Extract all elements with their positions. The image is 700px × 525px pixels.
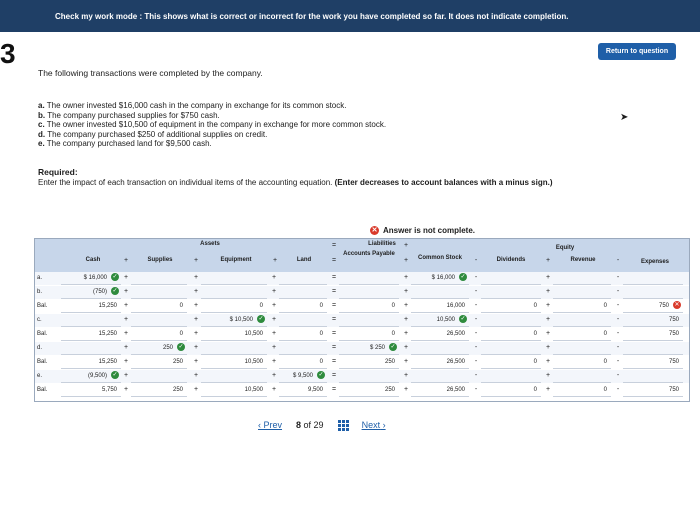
table-row <box>35 300 689 313</box>
op-minus: - <box>474 372 478 379</box>
equipment-cell: 10,500 <box>201 328 267 341</box>
revenue-cell[interactable] <box>553 272 611 285</box>
row-label: a. <box>37 275 43 281</box>
dividends-cell[interactable] <box>481 314 541 327</box>
cash-cell[interactable]: (750) ✓ <box>61 286 121 299</box>
pagination <box>258 420 386 430</box>
chevron-left-icon: ‹ <box>258 420 264 430</box>
expenses-cell[interactable] <box>623 342 683 355</box>
row-label: Bal. <box>37 331 48 337</box>
check-mode-notice: Check my work mode : This shows what is correct or incorrect for the work you have completed so far. It does not indicate completion. <box>55 12 569 21</box>
equipment-cell[interactable] <box>201 342 267 355</box>
accounts-payable-cell: 0 <box>339 328 399 341</box>
op-minus: - <box>616 330 620 337</box>
check-icon: ✓ <box>390 344 396 350</box>
op-plus: + <box>271 372 277 379</box>
land-cell[interactable] <box>279 314 327 327</box>
land-cell[interactable] <box>279 342 327 355</box>
op-minus: - <box>616 302 620 309</box>
op-plus: + <box>193 330 199 337</box>
check-icon: ✓ <box>112 274 118 280</box>
supplies-cell[interactable] <box>131 314 187 327</box>
supplies-cell[interactable] <box>131 272 187 285</box>
next-link[interactable]: Next › <box>361 420 386 430</box>
cash-cell: 15,250 <box>61 300 121 313</box>
land-cell: 0 <box>279 356 327 369</box>
check-icon: ✓ <box>460 274 466 280</box>
op-plus: + <box>545 274 551 281</box>
land-cell: 0 <box>279 300 327 313</box>
group-equity: Equity <box>555 245 575 251</box>
op-plus: + <box>193 358 199 365</box>
answer-status: ✕ Answer is not complete. <box>371 226 476 235</box>
op-plus: + <box>545 288 551 295</box>
accounts-payable-cell[interactable] <box>339 370 399 383</box>
col-revenue: Revenue <box>570 257 596 263</box>
op-minus: - <box>616 274 620 281</box>
op-minus: - <box>474 386 478 393</box>
dividends-cell[interactable] <box>481 370 541 383</box>
op-plus: + <box>193 302 199 309</box>
op-plus: + <box>403 330 409 337</box>
cash-cell[interactable]: $ 16,000 ✓ <box>61 272 121 285</box>
table-row <box>35 370 689 383</box>
equipment-cell: 10,500 <box>201 356 267 369</box>
op-plus: + <box>545 372 551 379</box>
row-label: d. <box>37 345 43 351</box>
expenses-cell: 750 <box>623 328 683 341</box>
equipment-cell: 0 <box>201 300 267 313</box>
op-minus: - <box>474 316 478 323</box>
row-label: c. <box>37 317 42 323</box>
op-plus: + <box>271 386 277 393</box>
revenue-cell: 0 <box>553 300 611 313</box>
op-equals: = <box>331 242 337 249</box>
common-stock-cell: 26,500 <box>411 384 469 397</box>
common-stock-cell: 26,500 <box>411 356 469 369</box>
dividends-cell: 0 <box>481 328 541 341</box>
op-plus: + <box>123 302 129 309</box>
check-icon: ✓ <box>112 372 118 378</box>
op-plus: + <box>123 257 129 264</box>
op-plus: + <box>123 316 129 323</box>
op-plus: + <box>193 274 199 281</box>
equipment-cell[interactable]: $ 10,500 ✓ <box>201 314 267 327</box>
col-common-stock: Common Stock <box>417 255 462 261</box>
cash-cell[interactable] <box>61 342 121 355</box>
op-plus: + <box>193 288 199 295</box>
revenue-cell[interactable] <box>553 314 611 327</box>
mouse-cursor-icon: ➤ <box>620 112 629 123</box>
supplies-cell: 250 <box>131 384 187 397</box>
land-cell: 9,500 <box>279 384 327 397</box>
required-text: Enter the impact of each transaction on individual items of the accounting equation. (Enter decreases to account balances with a minus sign.) <box>38 178 553 187</box>
common-stock-cell[interactable] <box>411 370 469 383</box>
op-plus: + <box>123 344 129 351</box>
land-cell[interactable] <box>279 272 327 285</box>
cash-cell: 5,750 <box>61 384 121 397</box>
col-land: Land <box>296 257 312 263</box>
table-row <box>35 272 689 285</box>
transactions-list <box>38 101 386 149</box>
op-plus: + <box>403 316 409 323</box>
op-equals: = <box>331 358 337 365</box>
expenses-cell[interactable]: 750 <box>623 314 683 327</box>
op-plus: + <box>271 274 277 281</box>
row-label: Bal. <box>37 387 48 393</box>
check-icon: ✓ <box>178 344 184 350</box>
expenses-cell: 750 <box>623 356 683 369</box>
cash-cell: 15,250 <box>61 328 121 341</box>
revenue-cell: 0 <box>553 356 611 369</box>
accounts-payable-cell: 250 <box>339 384 399 397</box>
op-plus: + <box>545 344 551 351</box>
supplies-cell: 250 <box>131 356 187 369</box>
table-row <box>35 384 689 397</box>
op-minus: - <box>616 288 620 295</box>
page-indicator: 8 of 29 <box>296 420 324 430</box>
op-plus: + <box>403 302 409 309</box>
op-plus: + <box>271 316 277 323</box>
cash-cell[interactable]: (9,500) ✓ <box>61 370 121 383</box>
op-plus: + <box>193 372 199 379</box>
accounts-payable-cell: 0 <box>339 300 399 313</box>
op-equals: = <box>331 257 337 264</box>
equipment-cell: 10,500 <box>201 384 267 397</box>
table-row <box>35 314 689 327</box>
check-icon: ✓ <box>258 316 264 322</box>
op-minus: - <box>616 358 620 365</box>
op-equals: = <box>331 288 337 295</box>
op-equals: = <box>331 330 337 337</box>
op-plus: + <box>403 257 409 264</box>
op-plus: + <box>403 344 409 351</box>
dividends-cell[interactable] <box>481 272 541 285</box>
equipment-cell[interactable] <box>201 272 267 285</box>
revenue-cell[interactable] <box>553 370 611 383</box>
supplies-cell[interactable] <box>131 370 187 383</box>
dividends-cell[interactable] <box>481 342 541 355</box>
supplies-cell[interactable] <box>131 286 187 299</box>
chevron-right-icon: › <box>380 420 386 430</box>
intro-text: The following transactions were completed by the company. <box>38 68 263 78</box>
op-minus: - <box>616 316 620 323</box>
op-equals: = <box>331 274 337 281</box>
op-plus: + <box>545 302 551 309</box>
op-plus: + <box>545 330 551 337</box>
transaction-a: a. The owner invested $16,000 cash in the company in exchange for its common stock. <box>38 101 347 110</box>
op-plus: + <box>403 288 409 295</box>
op-minus: - <box>474 257 478 264</box>
land-cell[interactable] <box>279 286 327 299</box>
op-equals: = <box>331 386 337 393</box>
incorrect-icon: ✕ <box>371 227 378 234</box>
op-plus: + <box>403 242 409 249</box>
check-icon: ✓ <box>318 372 324 378</box>
op-minus: - <box>474 288 478 295</box>
op-plus: + <box>403 274 409 281</box>
accounts-payable-cell[interactable] <box>339 272 399 285</box>
expenses-cell[interactable] <box>623 286 683 299</box>
accounting-equation-table <box>34 238 690 402</box>
op-minus: - <box>474 330 478 337</box>
op-plus: + <box>403 358 409 365</box>
transaction-b: b. The company purchased supplies for $750 cash. <box>38 110 220 120</box>
op-minus: - <box>474 358 478 365</box>
op-equals: = <box>331 316 337 323</box>
dividends-cell: 0 <box>481 356 541 369</box>
op-equals: = <box>331 344 337 351</box>
accounts-payable-cell[interactable] <box>339 314 399 327</box>
revenue-cell: 0 <box>553 384 611 397</box>
op-plus: + <box>193 316 199 323</box>
op-plus: + <box>123 372 129 379</box>
col-equipment: Equipment <box>220 257 252 263</box>
op-plus: + <box>123 330 129 337</box>
op-plus: + <box>271 302 277 309</box>
accounts-payable-cell: 250 <box>339 356 399 369</box>
expenses-cell[interactable] <box>623 370 683 383</box>
op-plus: + <box>272 257 278 264</box>
common-stock-cell[interactable]: $ 16,000 ✓ <box>411 272 469 285</box>
transaction-c: c. The owner invested $10,500 of equipment in the company in exchange for more common stock. <box>38 120 387 129</box>
check-icon: ✓ <box>112 288 118 294</box>
check-icon: ✓ <box>460 316 466 322</box>
op-plus: + <box>193 344 199 351</box>
incorrect-icon: ✕ <box>674 302 680 308</box>
dividends-cell: 0 <box>481 300 541 313</box>
group-liabilities: Liabilities <box>368 241 396 247</box>
op-plus: + <box>271 358 277 365</box>
expenses-cell: 750 <box>623 384 683 397</box>
common-stock-cell[interactable] <box>411 342 469 355</box>
op-minus: - <box>474 274 478 281</box>
op-minus: - <box>474 344 478 351</box>
common-stock-cell: 16,000 <box>411 300 469 313</box>
required-heading: Required: <box>38 167 78 177</box>
table-header <box>35 239 689 272</box>
op-plus: + <box>545 358 551 365</box>
op-plus: + <box>123 274 129 281</box>
col-accounts-payable: Accounts Payable <box>343 251 395 257</box>
dividends-cell: 0 <box>481 384 541 397</box>
transaction-d: d. The company purchased $250 of additional supplies on credit. <box>38 129 268 139</box>
supplies-cell[interactable]: 250 ✓ <box>131 342 187 355</box>
table-row <box>35 286 689 299</box>
step-number: 3 <box>0 38 16 69</box>
cash-cell[interactable] <box>61 314 121 327</box>
op-minus: - <box>616 344 620 351</box>
op-plus: + <box>123 386 129 393</box>
op-plus: + <box>403 386 409 393</box>
op-minus: - <box>474 302 478 309</box>
table-row <box>35 342 689 355</box>
expenses-cell[interactable] <box>623 272 683 285</box>
op-plus: + <box>545 316 551 323</box>
row-label: Bal. <box>37 303 48 309</box>
supplies-cell: 0 <box>131 300 187 313</box>
accounts-payable-cell[interactable] <box>339 286 399 299</box>
equipment-cell[interactable] <box>201 286 267 299</box>
common-stock-cell[interactable] <box>411 286 469 299</box>
op-minus: - <box>616 257 620 264</box>
cash-cell: 15,250 <box>61 356 121 369</box>
return-to-question-button[interactable]: Return to question <box>598 43 676 60</box>
land-cell: 0 <box>279 328 327 341</box>
op-plus: + <box>193 257 199 264</box>
equipment-cell[interactable] <box>201 370 267 383</box>
expenses-cell: 750 ✕ <box>623 300 683 313</box>
op-plus: + <box>545 257 551 264</box>
land-cell[interactable]: $ 9,500 ✓ <box>279 370 327 383</box>
row-label: b. <box>37 289 43 295</box>
accounts-payable-cell[interactable]: $ 250 ✓ <box>339 342 399 355</box>
dividends-cell[interactable] <box>481 286 541 299</box>
col-cash: Cash <box>85 257 101 263</box>
check-mode-banner <box>0 0 700 32</box>
revenue-cell: 0 <box>553 328 611 341</box>
group-assets: Assets <box>200 241 220 247</box>
table-row <box>35 356 689 369</box>
transaction-e: e. The company purchased land for $9,500 cash. <box>38 139 212 148</box>
op-plus: + <box>123 358 129 365</box>
op-minus: - <box>616 386 620 393</box>
prev-link[interactable]: ‹ Prev <box>258 420 283 430</box>
col-supplies: Supplies <box>147 257 173 263</box>
row-label: e. <box>37 373 43 379</box>
op-plus: + <box>403 372 409 379</box>
col-expenses: Expenses <box>640 259 670 265</box>
grid-icon[interactable] <box>338 420 348 430</box>
op-minus: - <box>616 372 620 379</box>
op-plus: + <box>193 386 199 393</box>
op-plus: + <box>271 344 277 351</box>
op-plus: + <box>271 288 277 295</box>
table-row <box>35 328 689 341</box>
row-label: Bal. <box>37 359 48 365</box>
op-plus: + <box>271 330 277 337</box>
op-equals: = <box>331 302 337 309</box>
revenue-cell[interactable] <box>553 342 611 355</box>
op-plus: + <box>545 386 551 393</box>
col-dividends: Dividends <box>496 257 526 263</box>
common-stock-cell: 26,500 <box>411 328 469 341</box>
revenue-cell[interactable] <box>553 286 611 299</box>
common-stock-cell[interactable]: 10,500 ✓ <box>411 314 469 327</box>
op-equals: = <box>331 372 337 379</box>
supplies-cell: 0 <box>131 328 187 341</box>
op-plus: + <box>123 288 129 295</box>
